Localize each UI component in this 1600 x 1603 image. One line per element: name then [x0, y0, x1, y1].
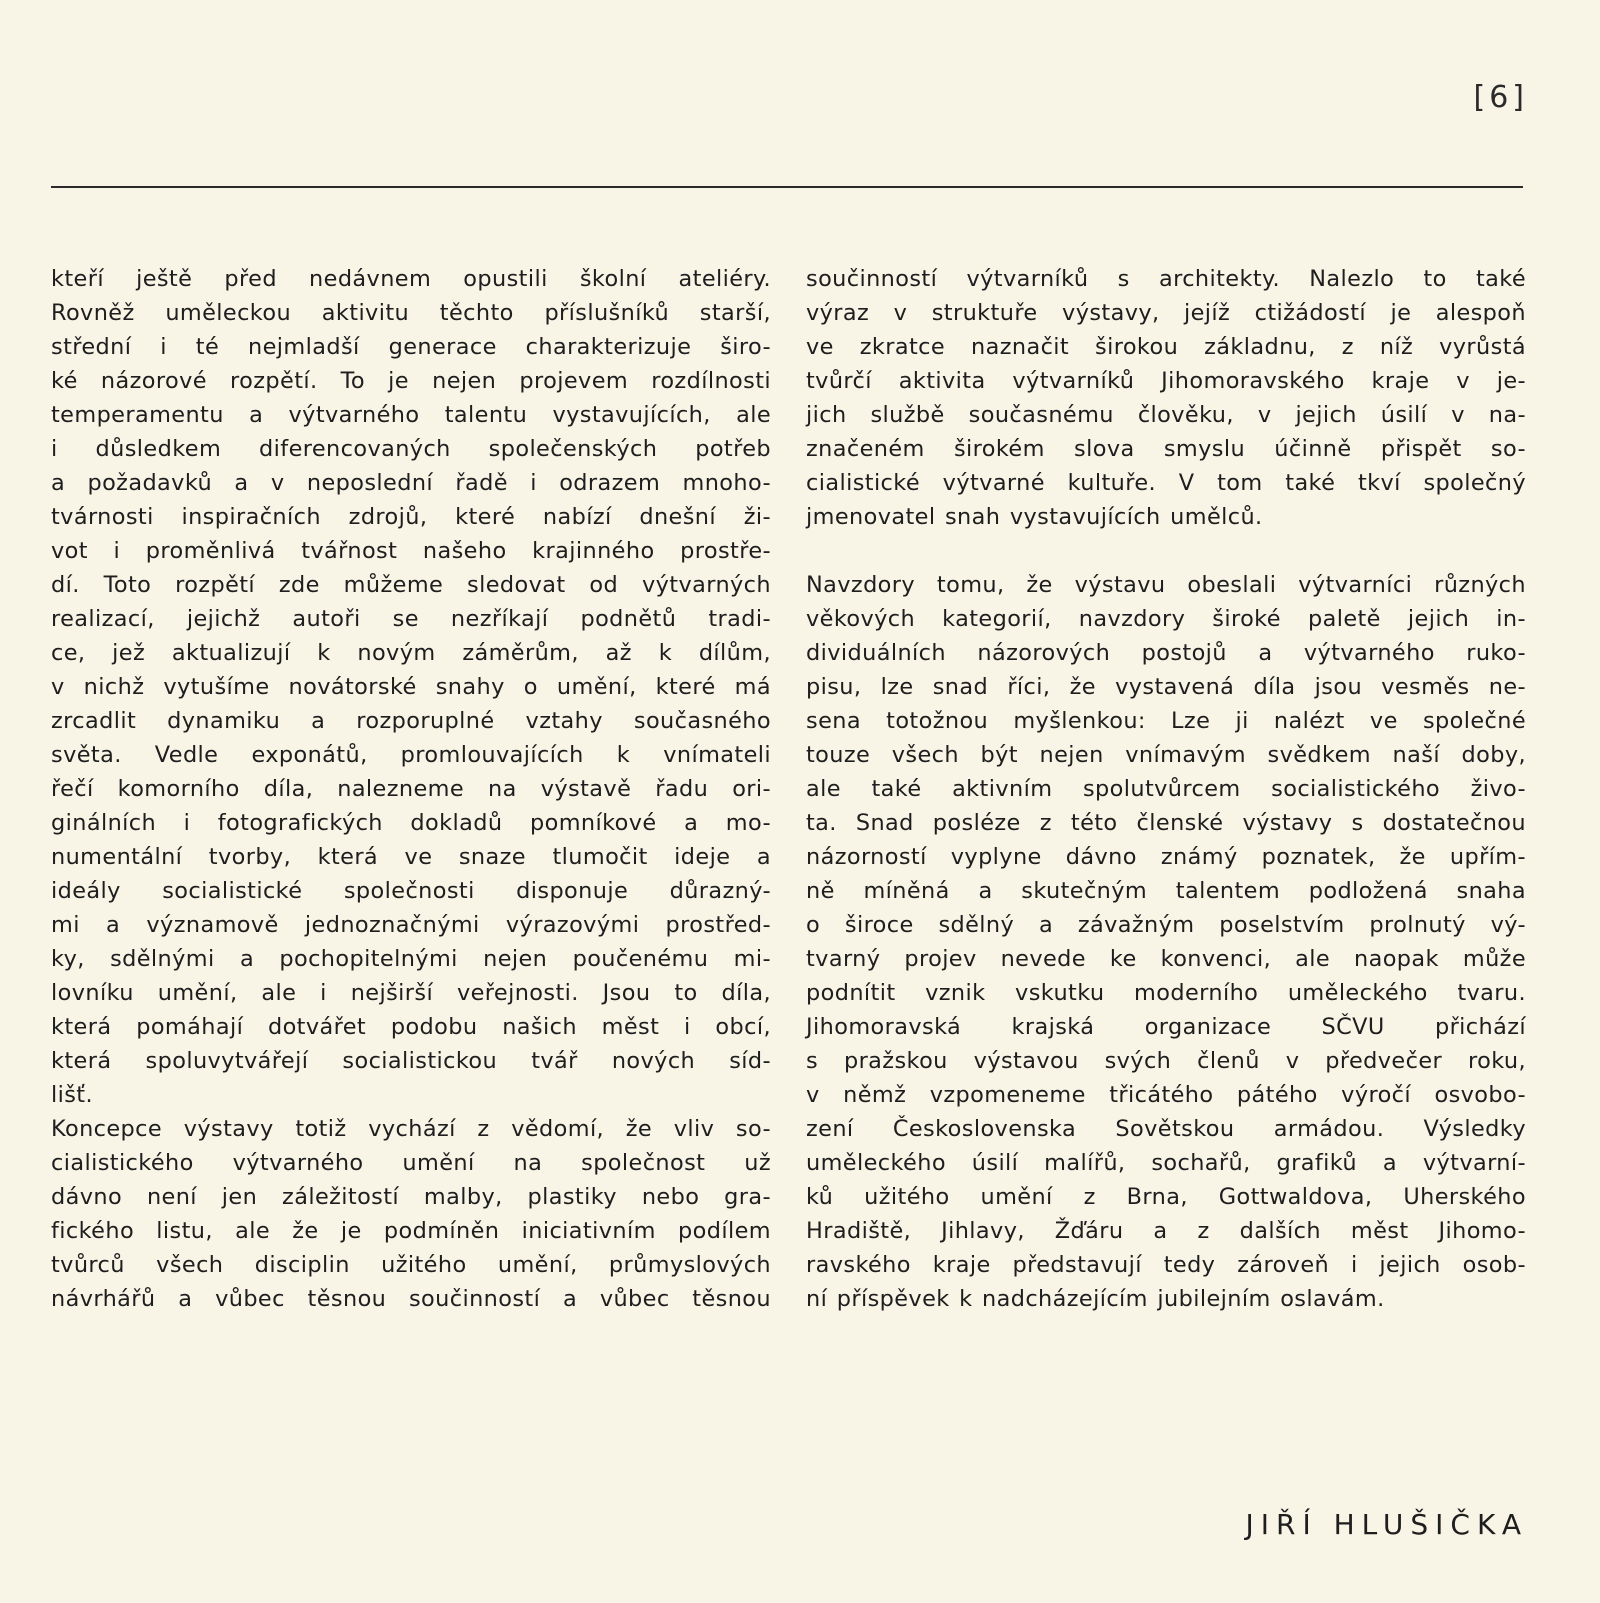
text-line: ale také aktivním spolutvůrcem socialistického živo- [806, 776, 1526, 802]
right-paragraph-2 [806, 568, 1526, 1316]
text-line: numentální tvorby, která ve snaze tlumočit ideje a [51, 844, 771, 870]
text-line: která pomáhají dotvářet podobu našich měst i obcí, [51, 1014, 771, 1040]
text-line: tvárnosti inspiračních zdrojů, které nabízí dnešní ži- [51, 504, 771, 530]
text-line: ginálních i fotografických dokladů pomníkové a mo- [51, 810, 771, 836]
text-line: řečí komorního díla, nalezneme na výstavě řadu ori- [51, 776, 771, 802]
text-line: dí. Toto rozpětí zde můžeme sledovat od výtvarných [51, 572, 771, 598]
text-line: návrhářů a vůbec těsnou součinností a vůbec těsnou [51, 1286, 771, 1312]
text-line: ve zkratce naznačit širokou základnu, z níž vyrůstá [806, 334, 1526, 360]
text-line: cialistického výtvarného umění na společnost už [51, 1150, 771, 1176]
text-line: dávno není jen záležitostí malby, plastiky nebo gra- [51, 1184, 771, 1210]
text-line: sena totožnou myšlenkou: Lze ji nalézt ve společné [806, 708, 1526, 734]
text-line: v nichž vytušíme novátorské snahy o umění, které má [51, 674, 771, 700]
text-line: Rovněž uměleckou aktivitu těchto příslušníků starší, [51, 300, 771, 326]
text-line: touze všech být nejen vnímavým svědkem naší doby, [806, 742, 1526, 768]
text-line: dividuálních názorových postojů a výtvarného ruko- [806, 640, 1526, 666]
text-line: jmenovatel snah vystavujících umělců. [806, 504, 1263, 530]
text-line: Jihomoravská krajská organizace SČVU přichází [806, 1014, 1526, 1040]
text-line: ké názorové rozpětí. To je nejen projevem rozdílnosti [51, 368, 771, 394]
left-paragraph-2 [51, 1112, 771, 1316]
left-paragraph-1 [51, 262, 771, 1112]
text-line: pisu, lze snad říci, že vystavená díla jsou vesměs ne- [806, 674, 1526, 700]
text-line: tvůrců všech disciplin užitého umění, průmyslových [51, 1252, 771, 1278]
text-line: výraz v struktuře výstavy, jejíž ctižádostí je alespoň [806, 300, 1526, 326]
text-line: zení Československa Sovětskou armádou. Výsledky [806, 1116, 1526, 1142]
text-line: Navzdory tomu, že výstavu obeslali výtvarníci různých [806, 572, 1526, 598]
text-line: a požadavků a v neposlední řadě i odrazem mnoho- [51, 470, 771, 496]
text-line: vot i proměnlivá tvářnost našeho krajinného prostře- [51, 538, 771, 564]
text-line: uměleckého úsilí malířů, sochařů, grafiků a výtvarní- [806, 1150, 1526, 1176]
text-line: podnítit vznik vskutku moderního uměleckého tvaru. [806, 980, 1526, 1006]
text-line: fického listu, ale že je podmíněn iniciativním podílem [51, 1218, 771, 1244]
text-line: Koncepce výstavy totiž vychází z vědomí, že vliv so- [51, 1116, 771, 1142]
text-line: Hradiště, Jihlavy, Žďáru a z dalších měst Jihomo- [806, 1218, 1526, 1244]
text-line: jich službě současnému člověku, v jejich úsilí v na- [806, 402, 1526, 428]
text-line: ky, sdělnými a pochopitelnými nejen poučenému mi- [51, 946, 771, 972]
text-line: temperamentu a výtvarného talentu vystavujících, ale [51, 402, 771, 428]
text-line: ta. Snad posléze z této členské výstavy s dostatečnou [806, 810, 1526, 836]
text-line: lišť. [51, 1082, 94, 1108]
right-paragraph-1 [806, 262, 1526, 534]
text-line: věkových kategorií, navzdory široké paletě jejich in- [806, 606, 1526, 632]
text-line: lovníku umění, ale i nejširší veřejnosti. Jsou to díla, [51, 980, 771, 1006]
text-line: tvůrčí aktivita výtvarníků Jihomoravského kraje v je- [806, 368, 1526, 394]
text-line: kteří ještě před nedávnem opustili školní ateliéry. [51, 266, 771, 292]
author-signature: JIŘÍ HLUŠIČKA [1245, 1508, 1528, 1541]
paragraph-gap [806, 534, 1526, 568]
text-line: s pražskou výstavou svých členů v předvečer roku, [806, 1048, 1526, 1074]
text-line: součinností výtvarníků s architekty. Nalezlo to také [806, 266, 1526, 292]
text-line: střední i té nejmladší generace charakterizuje širo- [51, 334, 771, 360]
text-line: zrcadlit dynamiku a rozporuplné vztahy současného [51, 708, 771, 734]
text-line: ideály socialistické společnosti disponuje důrazný- [51, 878, 771, 904]
text-line: i důsledkem diferencovaných společenských potřeb [51, 436, 771, 462]
right-column [806, 262, 1526, 1316]
text-line: mi a významově jednoznačnými výrazovými prostřed- [51, 912, 771, 938]
header-rule [51, 186, 1523, 188]
text-line: která spoluvytvářejí socialistickou tvář nových síd- [51, 1048, 771, 1074]
text-line: názorností vyplyne dávno známý poznatek, že upřím- [806, 844, 1526, 870]
text-line: značeném širokém slova smyslu účinně přispět so- [806, 436, 1526, 462]
text-line: v němž vzpomeneme třicátého pátého výročí osvobo- [806, 1082, 1526, 1108]
page-number: [6] [1473, 80, 1528, 115]
text-line: o široce sdělný a závažným poselstvím prolnutý vý- [806, 912, 1526, 938]
text-line: realizací, jejichž autoři se nezříkají podnětů tradi- [51, 606, 771, 632]
text-line: ní příspěvek k nadcházejícím jubilejním oslavám. [806, 1286, 1385, 1312]
text-line: světa. Vedle exponátů, promlouvajících k vnímateli [51, 742, 771, 768]
text-line: tvarný projev nevede ke konvenci, ale naopak může [806, 946, 1526, 972]
text-line: ce, jež aktualizují k novým záměrům, až k dílům, [51, 640, 771, 666]
text-line: ravského kraje představují tedy zároveň i jejich osob- [806, 1252, 1526, 1278]
text-line: ně míněná a skutečným talentem podložená snaha [806, 878, 1526, 904]
text-line: ků užitého umění z Brna, Gottwaldova, Uherského [806, 1184, 1526, 1210]
text-line: cialistické výtvarné kultuře. V tom také tkví společný [806, 470, 1526, 496]
left-column [51, 262, 771, 1316]
